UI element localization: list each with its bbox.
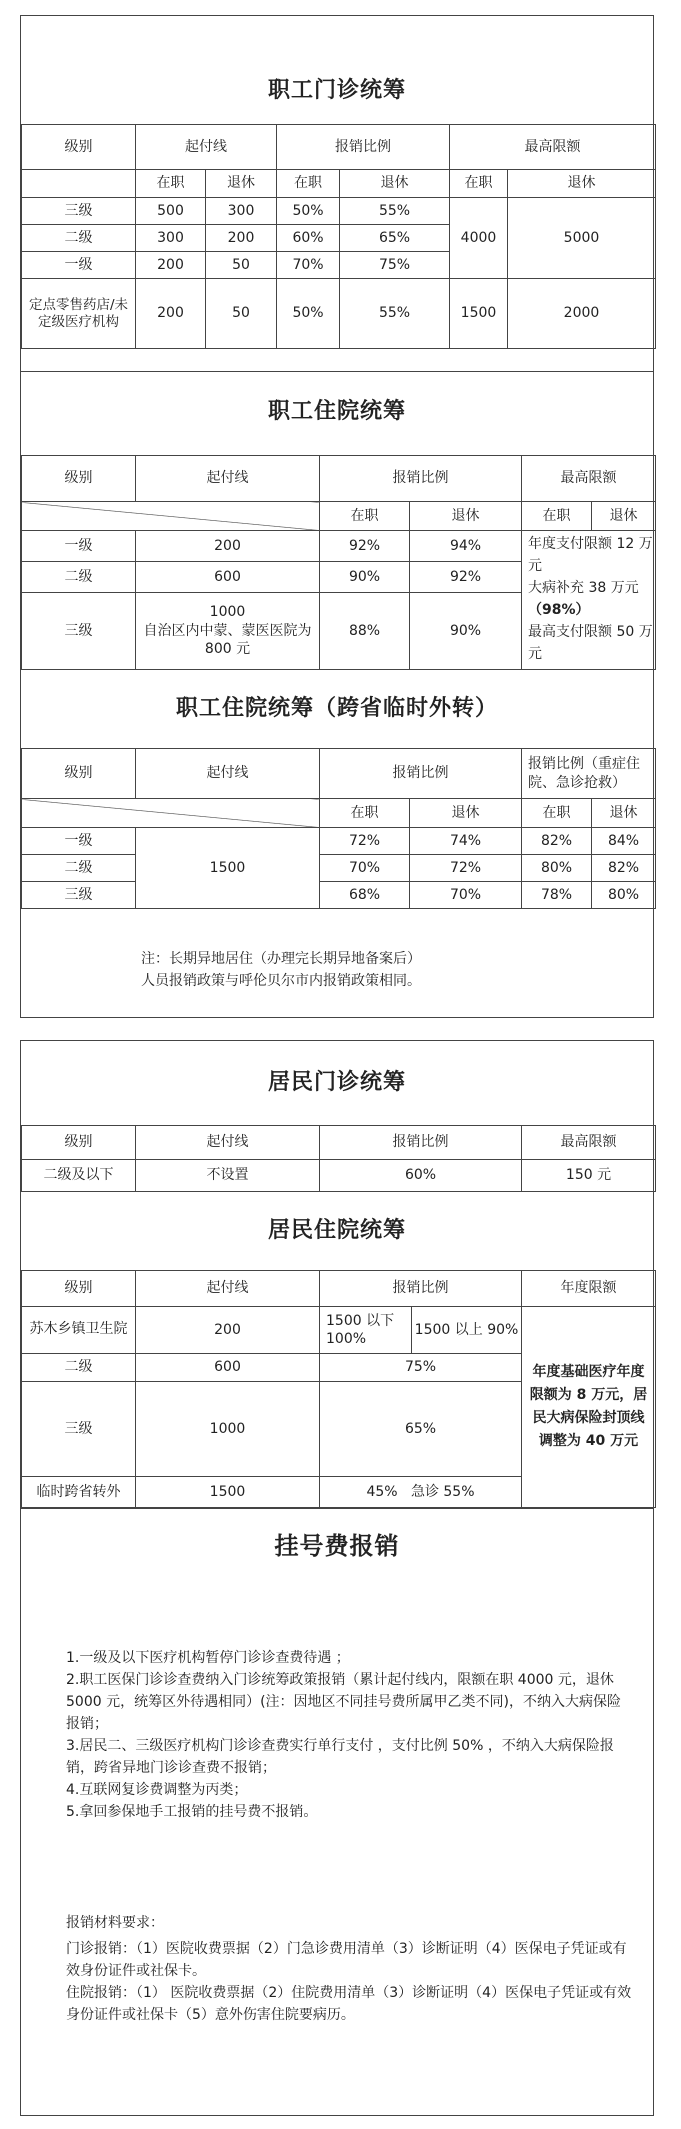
materials-block — [66, 1912, 637, 2026]
value-cell: 4000 — [450, 198, 508, 279]
header-start-line: 起付线 — [136, 1271, 320, 1307]
resident-outpatient-table — [21, 1125, 656, 1192]
max-line: 年度支付限额 12 万元 — [528, 536, 653, 574]
value-cell: 88% — [320, 593, 410, 670]
outpatient-materials: 门诊报销：（1）医院收费票据（2）门急诊费用清单（3）诊断证明（4）医保电子凭证或有效身份证件或社保卡。 — [66, 1941, 627, 1979]
value-cell: 75% — [340, 252, 450, 279]
value-cell: 50% — [277, 279, 340, 349]
sub-header: 在职 — [320, 799, 410, 828]
list-item: 5.拿回参保地手工报销的挂号费不报销。 — [66, 1804, 318, 1820]
table-row — [22, 531, 656, 562]
table-row — [22, 198, 656, 225]
level-cell: 一级 — [22, 252, 136, 279]
max-limit-cell — [522, 531, 656, 670]
cross-province-note — [141, 948, 421, 992]
materials-title: 报销材料要求： — [66, 1915, 164, 1931]
sub-header: 退休 — [410, 799, 522, 828]
header-start-line: 起付线 — [136, 1126, 320, 1160]
table-row — [22, 279, 656, 349]
header-start-line: 起付线 — [136, 125, 277, 170]
value-cell: 70% — [410, 882, 522, 909]
header-start-line: 起付线 — [136, 456, 320, 502]
value-cell: 72% — [320, 828, 410, 855]
section-title: 职工门诊统筹 — [267, 78, 406, 103]
value-cell: 65% — [320, 1382, 522, 1477]
value-cell: 70% — [277, 252, 340, 279]
header-level: 级别 — [22, 125, 136, 170]
value-cell: 50 — [206, 252, 277, 279]
value-cell: 55% — [340, 279, 450, 349]
value-cell: 1500 以上 90% — [412, 1307, 522, 1354]
value-cell: 500 — [136, 198, 206, 225]
value-cell: 5000 — [508, 198, 656, 279]
header-special-ratio: 报销比例（重症住院、急诊抢救） — [522, 749, 656, 799]
header-max: 最高限额 — [522, 1126, 656, 1160]
value-cell: 200 — [136, 531, 320, 562]
value-cell: 80% — [592, 882, 656, 909]
value-cell: 50 — [206, 279, 277, 349]
table-row — [22, 828, 656, 855]
value-cell: 600 — [136, 562, 320, 593]
max-line: 大病补充 38 万元 — [528, 580, 639, 596]
section-title: 挂号费报销 — [274, 1532, 400, 1560]
header-max: 最高限额 — [522, 456, 656, 502]
sub-header: 在职 — [277, 170, 340, 198]
note-line: 注：长期异地居住（办理完长期异地备案后） — [141, 951, 421, 967]
inpatient-materials: 住院报销：（1） 医院收费票据（2）住院费用清单（3）诊断证明（4）医保电子凭证或有效身份证件或社保卡（5）意外伤害住院要病历。 — [66, 1985, 632, 2023]
employee-outpatient-section — [20, 15, 654, 372]
table-row — [22, 1307, 656, 1354]
sub-header: 在职 — [522, 799, 592, 828]
emergency-ratio: 急诊 55% — [410, 1483, 475, 1500]
value-cell: 300 — [136, 225, 206, 252]
value-cell: 1500 — [450, 279, 508, 349]
value-cell: 72% — [410, 855, 522, 882]
sub-header: 退休 — [340, 170, 450, 198]
header-ratio: 报销比例 — [277, 125, 450, 170]
note-line: 人员报销政策与呼伦贝尔市内报销政策相同。 — [141, 973, 421, 989]
header-level: 级别 — [22, 1126, 136, 1160]
resident-inpatient-section — [20, 1191, 654, 1509]
value-cell: 82% — [592, 855, 656, 882]
value-cell: 1000 — [136, 1382, 320, 1477]
level-cell: 一级 — [22, 531, 136, 562]
resident-outpatient-section — [20, 1040, 654, 1192]
level-cell: 三级 — [22, 198, 136, 225]
value-cell: 94% — [410, 531, 522, 562]
sub-header: 在职 — [320, 502, 410, 531]
header-ratio: 报销比例 — [320, 1271, 522, 1307]
value-cell: 1500 — [136, 1477, 320, 1508]
level-cell: 定点零售药店/未定级医疗机构 — [22, 279, 136, 349]
ratio-value: 45% — [366, 1483, 398, 1500]
level-cell: 二级 — [22, 855, 136, 882]
table-row — [22, 855, 656, 882]
sub-header: 退休 — [508, 170, 656, 198]
value-cell: 80% — [522, 855, 592, 882]
header-ratio: 报销比例 — [320, 749, 522, 799]
level-cell: 临时跨省转外 — [22, 1477, 136, 1508]
value-cell: 74% — [410, 828, 522, 855]
employee-inpatient-section — [20, 371, 654, 670]
sub-header: 退休 — [592, 799, 656, 828]
value-cell: 68% — [320, 882, 410, 909]
level-cell: 三级 — [22, 1382, 136, 1477]
value-cell — [136, 593, 320, 670]
diagonal-cell — [22, 502, 320, 531]
header-max: 年度限额 — [522, 1271, 656, 1307]
header-level: 级别 — [22, 749, 136, 799]
value-cell: 2000 — [508, 279, 656, 349]
annual-limit-cell: 年度基础医疗年度限额为 8 万元，居民大病保险封顶线调整为 40 万元 — [522, 1307, 656, 1508]
level-cell: 三级 — [22, 593, 136, 670]
value-cell: 82% — [522, 828, 592, 855]
level-cell: 二级 — [22, 225, 136, 252]
max-line: （98%） — [528, 602, 590, 618]
resident-inpatient-table — [21, 1270, 656, 1508]
sub-header: 在职 — [450, 170, 508, 198]
value-cell: 200 — [206, 225, 277, 252]
sub-header: 退休 — [410, 502, 522, 531]
list-item: 4.互联网复诊费调整为丙类； — [66, 1782, 248, 1798]
list-item: 3.居民二、三级医疗机构门诊诊查费实行单行支付 ，支付比例 50% ，不纳入大病保险报销，跨省异地门诊诊查费不报销； — [66, 1738, 614, 1776]
value-cell: 75% — [320, 1354, 522, 1382]
cross-province-table — [21, 748, 656, 909]
start-line-note: 自治区内中蒙、蒙医医院为 800 元 — [143, 622, 312, 658]
sub-header: 退休 — [592, 502, 656, 531]
section-title: 居民住院统筹 — [267, 1218, 406, 1243]
section-title: 居民门诊统筹 — [267, 1070, 406, 1095]
value-cell: 92% — [320, 531, 410, 562]
employee-outpatient-table — [21, 124, 656, 349]
header-level: 级别 — [22, 1271, 136, 1307]
level-cell: 三级 — [22, 882, 136, 909]
value-cell: 1500 以下 100% — [320, 1307, 412, 1354]
diagonal-cell — [22, 799, 320, 828]
employee-inpatient-table — [21, 455, 656, 670]
section-title: 职工住院统筹（跨省临时外转） — [175, 696, 498, 721]
value-cell: 200 — [136, 252, 206, 279]
value-cell: 60% — [320, 1160, 522, 1192]
header-start-line: 起付线 — [136, 749, 320, 799]
start-line-value: 1000 — [209, 603, 246, 620]
value-cell: 84% — [592, 828, 656, 855]
sub-header: 在职 — [136, 170, 206, 198]
level-cell: 二级 — [22, 1354, 136, 1382]
sub-header: 退休 — [206, 170, 277, 198]
header-level: 级别 — [22, 456, 136, 502]
header-ratio: 报销比例 — [320, 456, 522, 502]
employee-cross-province-section — [20, 669, 654, 1018]
value-cell: 150 元 — [522, 1160, 656, 1192]
registration-fee-section — [20, 1508, 654, 2116]
value-cell: 60% — [277, 225, 340, 252]
value-cell: 78% — [522, 882, 592, 909]
level-cell: 二级 — [22, 562, 136, 593]
value-cell: 不设置 — [136, 1160, 320, 1192]
level-cell: 二级及以下 — [22, 1160, 136, 1192]
sub-header: 在职 — [522, 502, 592, 531]
value-cell: 200 — [136, 279, 206, 349]
table-row — [22, 882, 656, 909]
header-ratio: 报销比例 — [320, 1126, 522, 1160]
list-item: 2.职工医保门诊诊查费纳入门诊统筹政策报销（累计起付线内，限额在职 4000 元，退休 5000 元，统筹区外待遇相同）(注：因地区不同挂号费所属甲乙类不同)，不纳入大病保险报销； — [66, 1672, 622, 1732]
max-line: 最高支付限额 50 万元 — [528, 624, 653, 662]
value-cell: 90% — [320, 562, 410, 593]
level-cell: 苏木乡镇卫生院 — [22, 1307, 136, 1354]
section-title: 职工住院统筹 — [267, 399, 406, 424]
value-cell: 300 — [206, 198, 277, 225]
table-row — [22, 1160, 656, 1192]
level-cell: 一级 — [22, 828, 136, 855]
value-cell: 1500 — [136, 828, 320, 909]
value-cell: 600 — [136, 1354, 320, 1382]
value-cell: 65% — [340, 225, 450, 252]
header-max: 最高限额 — [450, 125, 656, 170]
value-cell: 90% — [410, 593, 522, 670]
list-item: 1.一级及以下医疗机构暂停门诊诊查费待遇 ； — [66, 1650, 350, 1666]
value-cell: 92% — [410, 562, 522, 593]
value-cell: 55% — [340, 198, 450, 225]
value-cell — [320, 1477, 522, 1508]
value-cell: 200 — [136, 1307, 320, 1354]
registration-fee-list — [66, 1647, 633, 1823]
value-cell: 70% — [320, 855, 410, 882]
value-cell: 50% — [277, 198, 340, 225]
